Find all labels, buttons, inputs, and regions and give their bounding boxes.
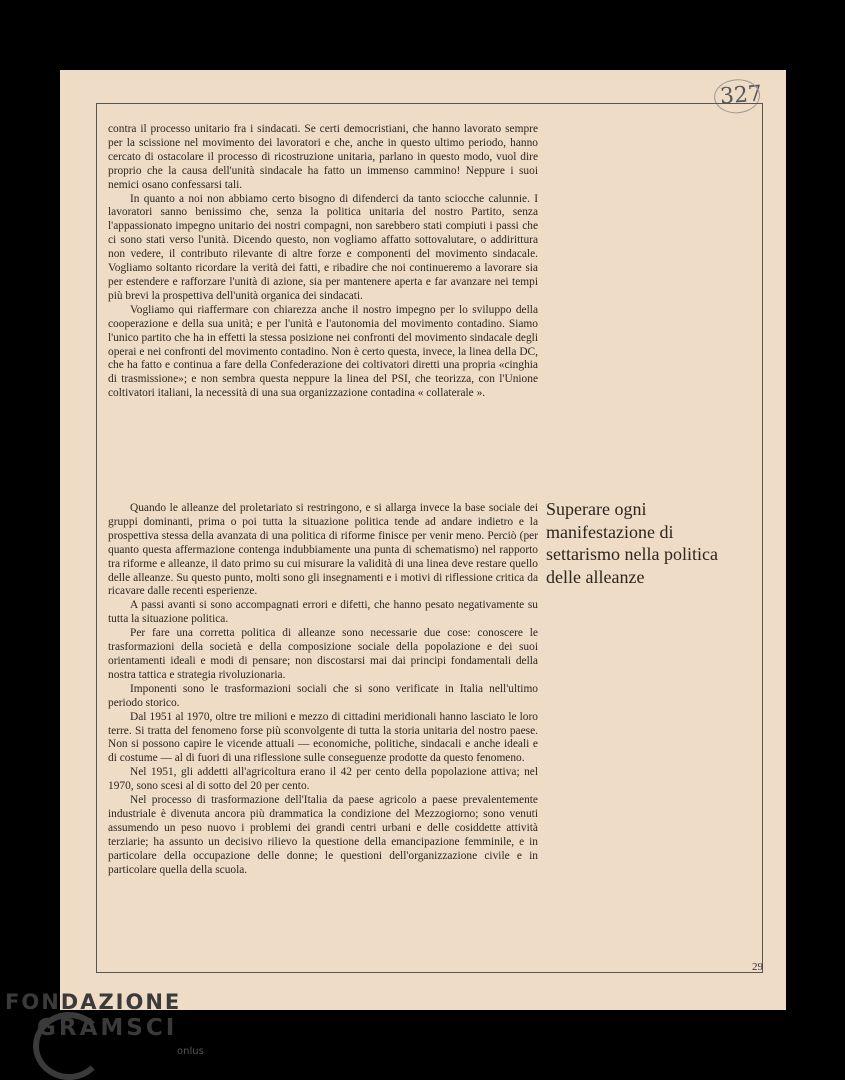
paragraph: Nel 1951, gli addetti all'agricoltura erano il 42 per cento della popolazione attiva; nel 1970, sono scesi al di sotto del 20 per cento. xyxy=(108,766,538,793)
text-block-top xyxy=(108,123,538,401)
paragraph: Imponenti sono le trasformazioni sociali che si sono verificate in Italia nell'ultimo periodo storico. xyxy=(108,682,538,709)
paragraph: A passi avanti si sono accompagnati errori e difetti, che hanno pesato negativamente su tutta la situazione politica. xyxy=(108,599,538,626)
paragraph: Quando le alleanze del proletariato si restringono, e si allarga invece la base sociale dei gruppi dominanti, prima o poi tutta la situazione politica tende ad andare indietro e la prospettiva stessa della avanzata di una politica di riforme finisce per venir meno. Perciò (per quanto questa affermazione contenga indubbiamente una punta di schematismo) nel rapporto tra riforme e alleanze, il dato primo su cui misurare la validità di una linea deve restare quello delle alleanze. Su questo punto, molti sono gli insegnamenti e i motivi di riflessione critica da ricavare dalle recenti esperienze. xyxy=(108,502,538,598)
paragraph: Nel processo di trasformazione dell'Italia da paese agricolo a paese prevalentemente industriale è divenuta ancora più drammatica la condizione del Mezzogiorno; sono venuti assumendo un peso nuovo i problemi dei grandi centri urbani e delle cosiddette attività terziarie; ha assunto un decisivo rilievo la questione della emancipazione femminile, e in particolare della occupazione delle donne; le questioni dell'organizzazione civile e in particolare quella della scuola. xyxy=(108,794,538,876)
section-heading: Superare ogni manifestazione di settarismo nella politica delle alleanze xyxy=(546,499,718,587)
fondazione-gramsci-logo xyxy=(5,990,204,1057)
text-block-bottom xyxy=(108,502,538,877)
logo-line-onlus: onlus xyxy=(177,1046,204,1057)
document-page xyxy=(60,70,786,1010)
paragraph: Dal 1951 al 1970, oltre tre milioni e mezzo di cittadini meridionali hanno lasciato le loro terre. Si tratta del fenomeno forse più sconvolgente di tutta la storia unitaria del nostro paese. Non si possono capire le vicende attuali — economiche, politiche, sindacali e anche ideali e di costume — al di fuori di una riflessione sulle conseguenze prodotte da questo fenomeno. xyxy=(108,710,538,765)
logo-line-gramsci: GRAMSCI xyxy=(37,1015,178,1041)
paragraph: Vogliamo qui riaffermare con chiarezza anche il nostro impegno per lo sviluppo della cooperazione e della sua unità; e per l'unità e l'autonomia del movimento contadino. Siamo l'unico partito che ha in effetti la stessa posizione nei confronti del movimento sindacale degli operai e nei confronti del movimento contadino. Non è certo questa, invece, la linea della DC, che ha fatto e continua a fare della Confederazione dei coltivatori diretti una propria «cinghia di trasmissione»; e non sembra questa neppure la linea del PSI, che teorizza, con l'Unione coltivatori italiani, la necessità di una sua organizzazione contadina « collaterale ». xyxy=(108,303,538,400)
paragraph: Per fare una corretta politica di alleanze sono necessarie due cose: conoscere le trasformazioni della società e della composizione sociale della popolazione e dei suoi orientamenti ideali e modi di pensare; non discostarsi mai dai principi fondamentali della nostra tattica e strategia rivoluzionaria. xyxy=(108,627,538,681)
page-number: 29 xyxy=(752,961,763,973)
paragraph: contra il processo unitario fra i sindacati. Se certi democristiani, che hanno lavorato sempre per la scissione nel movimento dei lavoratori e che, anche in questo ultimo periodo, hanno cercato di ostacolare il processo di ricostruzione unitaria, parlano in questo modo, vuol dire proprio che la causa dell'unità sindacale ha fatto un immenso cammino! Neppure i suoi nemici osano confessarsi tali. xyxy=(108,123,538,191)
archive-number-mark: 327 xyxy=(719,81,763,110)
paragraph: In quanto a noi non abbiamo certo bisogno di difenderci da tanto sciocche calunnie. I lavoratori sanno benissimo che, senza la politica unitaria del nostro Partito, senza l'appassionato impegno unitario dei nostri compagni, non sarebbero stati compiuti i passi che ci sono stati verso l'unità. Dicendo questo, non vogliamo affatto sottovalutare, o addirittura non vedere, il contributo rilevante di altre forze e componenti del movimento sindacale. Vogliamo soltanto ricordare la verità dei fatti, e ribadire che noi continueremo a lavorare sia per estendere e rafforzare l'unità di azione, sia per mantenere aperta e far avanzare nei tempi più brevi la prospettiva dell'unità organica dei sindacati. xyxy=(108,192,538,302)
logo-line-fondazione: FONDAZIONE xyxy=(5,990,182,1014)
